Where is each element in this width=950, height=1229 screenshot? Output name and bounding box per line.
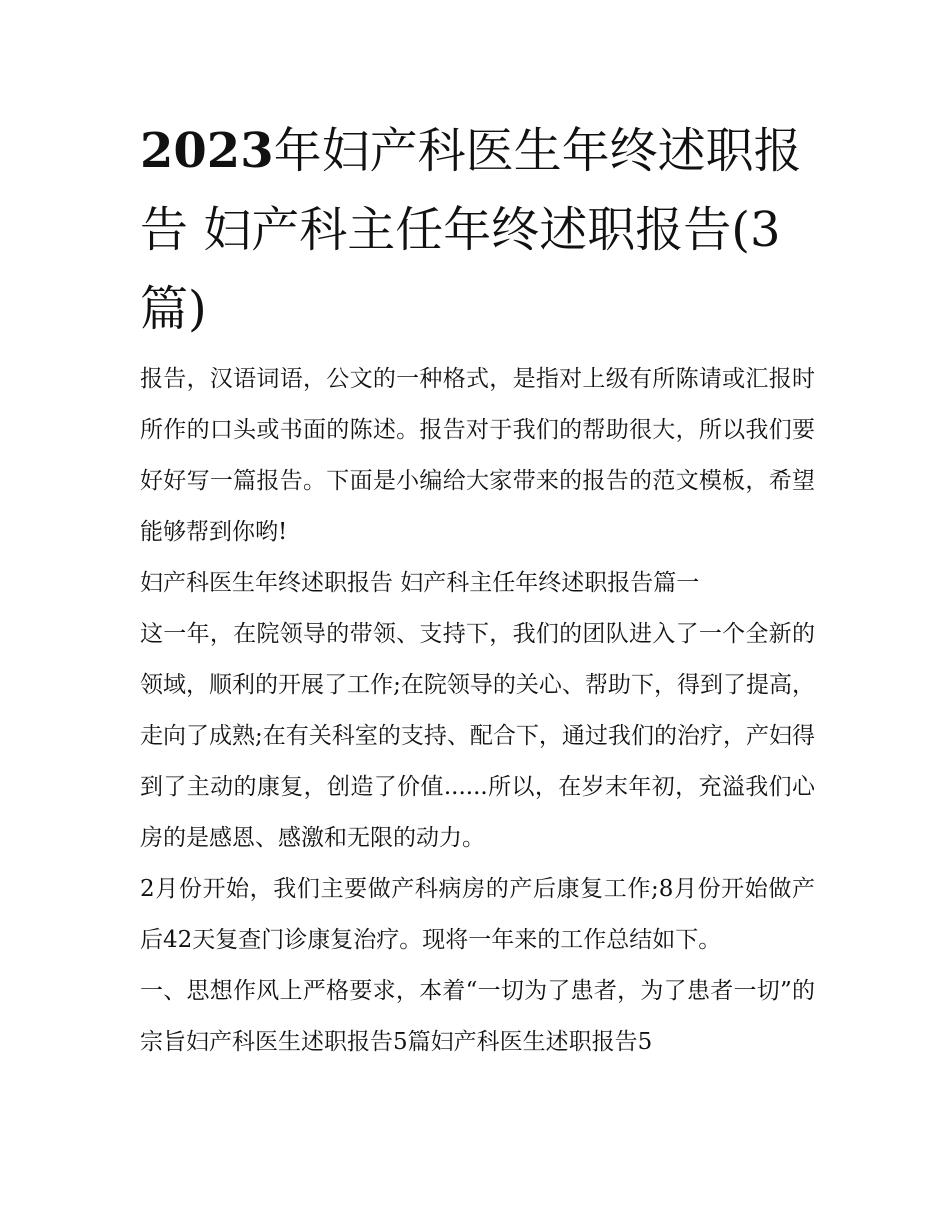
title-text: 年妇产科医生年终述职报告 妇产科主任年终述职报告(3篇) <box>140 123 802 337</box>
body-paragraph: 一、思想作风上严格要求，本着“一切为了患者，为了患者一切”的宗旨妇产科医生述职报告5篇妇产科医生述职报告5 <box>140 978 815 1055</box>
intro-paragraph: 报告，汉语词语，公文的一种格式，是指对上级有所陈请或汇报时所作的口头或书面的陈述。报告对于我们的帮助很大，所以我们要好好写一篇报告。下面是小编给大家带来的报告的范文模板，希望能够帮到你哟! <box>140 366 815 545</box>
document-body <box>140 354 815 1068</box>
title-year: 2023 <box>140 123 274 179</box>
section-heading: 妇产科医生年终述职报告 妇产科主任年终述职报告篇一 <box>140 570 700 596</box>
body-paragraph: 这一年，在院领导的带领、支持下，我们的团队进入了一个全新的领域，顺利的开展了工作;在院领导的关心、帮助下，得到了提高，走向了成熟;在有关科室的支持、配合下，通过我们的治疗，产妇得到了主动的康复，创造了价值......所以，在岁末年初，充溢我们心房的是感恩、感激和无限的动力。 <box>140 621 815 851</box>
document-title <box>140 112 816 349</box>
body-paragraph: 2月份开始，我们主要做产科病房的产后康复工作;8月份开始做产后42天复查门诊康复治疗。现将一年来的工作总结如下。 <box>140 876 815 953</box>
